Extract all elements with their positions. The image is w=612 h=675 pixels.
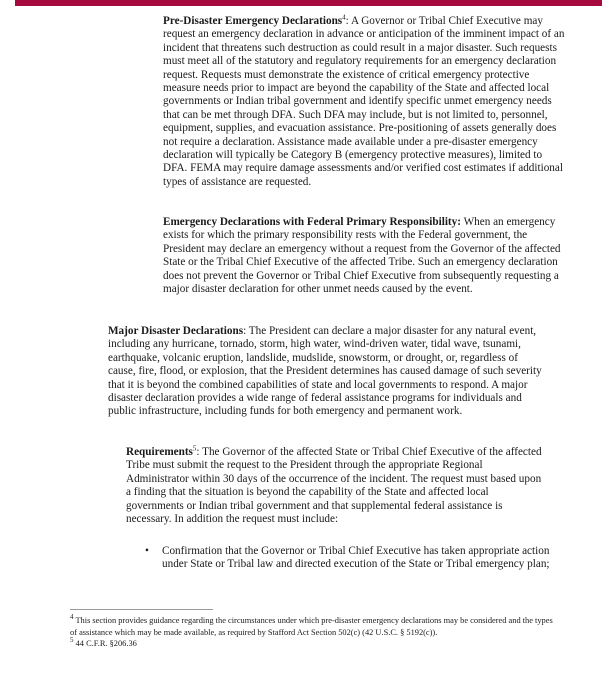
footnote-5 <box>70 638 560 650</box>
section-major-disaster <box>108 325 548 419</box>
footnote-4 <box>70 615 560 638</box>
footnote-divider <box>70 609 213 610</box>
bullet-item: Confirmation that the Governor or Tribal Chief Executive has taken appropriate action under State or Tribal law and directed execution of the State or Tribal emergency plan; <box>162 545 550 571</box>
bullet-marker: • <box>145 545 149 557</box>
section-heading: Pre-Disaster Emergency Declarations <box>163 15 343 27</box>
footnote-text: This section provides guidance regarding the circumstances under which pre-disaster emergency declarations may be considered and the types of assistance which may be made available, as required by Stafford Act Section 502(c) (42 U.S.C. § 5192(c)). <box>70 616 553 637</box>
footnotes <box>70 615 560 650</box>
section-body: : The President can declare a major disaster for any natural event, including any hurricane, tornado, storm, high water, wind-driven water, tidal wave, tsunami, earthquake, volcanic eruption, landslide, mudslide, snowstorm, or drought, or, regardless of cause, fire, flood, or explosion, that the President determines has caused damage of such severity that it is beyond the combined capabilities of state and local governments to respond. A major disaster declaration provides a wide range of federal assistance programs for individuals and public infrastructure, including funds for both emergency and permanent work. <box>108 325 542 418</box>
section-federal-primary <box>163 216 568 296</box>
section-body: When an emergency exists for which the primary responsibility rests with the Federal government, the President may declare an emergency without a request from the Governor of the affected State or the Tribal Chief Executive of the affected Tribe. Such an emergency declaration does not prevent the Governor or Tribal Chief Executive from subsequently requesting a major disaster declaration for other unmet needs caused by the event. <box>163 216 561 296</box>
footnote-ref[interactable]: 4 <box>342 13 346 22</box>
section-heading: Emergency Declarations with Federal Primary Responsibility: <box>163 216 461 228</box>
footnote-number: 4 <box>70 613 74 622</box>
section-pre-disaster <box>163 15 568 189</box>
section-body: : The Governor of the affected State or Tribal Chief Executive of the affected Tribe must submit the request to the President through the appropriate Regional Administrator within 30 days of the occurrence of the incident. The request must based upon a finding that the situation is beyond the capability of the State and affected local governments or Indian tribal government and that supplemental federal assistance is necessary. In addition the request must include: <box>126 446 542 526</box>
footnote-text: 44 C.F.R. §206.36 <box>73 639 137 649</box>
header-bar <box>15 0 602 6</box>
section-heading: Major Disaster Declarations <box>108 325 244 337</box>
section-body: : A Governor or Tribal Chief Executive may request an emergency declaration in advance or anticipation of the imminent impact of an incident that threatens such destruction as could result in a major disaster. Such requests must meet all of the statutory and regulatory requirements for an emergency declaration request. Requests must demonstrate the existence of critical emergency protective measure needs prior to impact are beyond the capability of the State and affected local governments or Indian tribal government and identify specific unmet emergency needs that can be met through DFA. Such DFA may include, but is not limited to, personnel, equipment, supplies, and evacuation assistance. Pre-positioning of assets generally does not require a declaration. Assistance made available under a pre-disaster emergency declaration will typically be Category B (emergency protective measures), limited to DFA. FEMA may require damage assessments and/or verified cost estimates if additional types of assistance are requested. <box>163 15 565 188</box>
section-requirements <box>126 446 546 526</box>
footnote-number: 5 <box>70 636 74 645</box>
section-heading: Requirements <box>126 446 193 458</box>
footnote-ref[interactable]: 5 <box>192 444 197 453</box>
